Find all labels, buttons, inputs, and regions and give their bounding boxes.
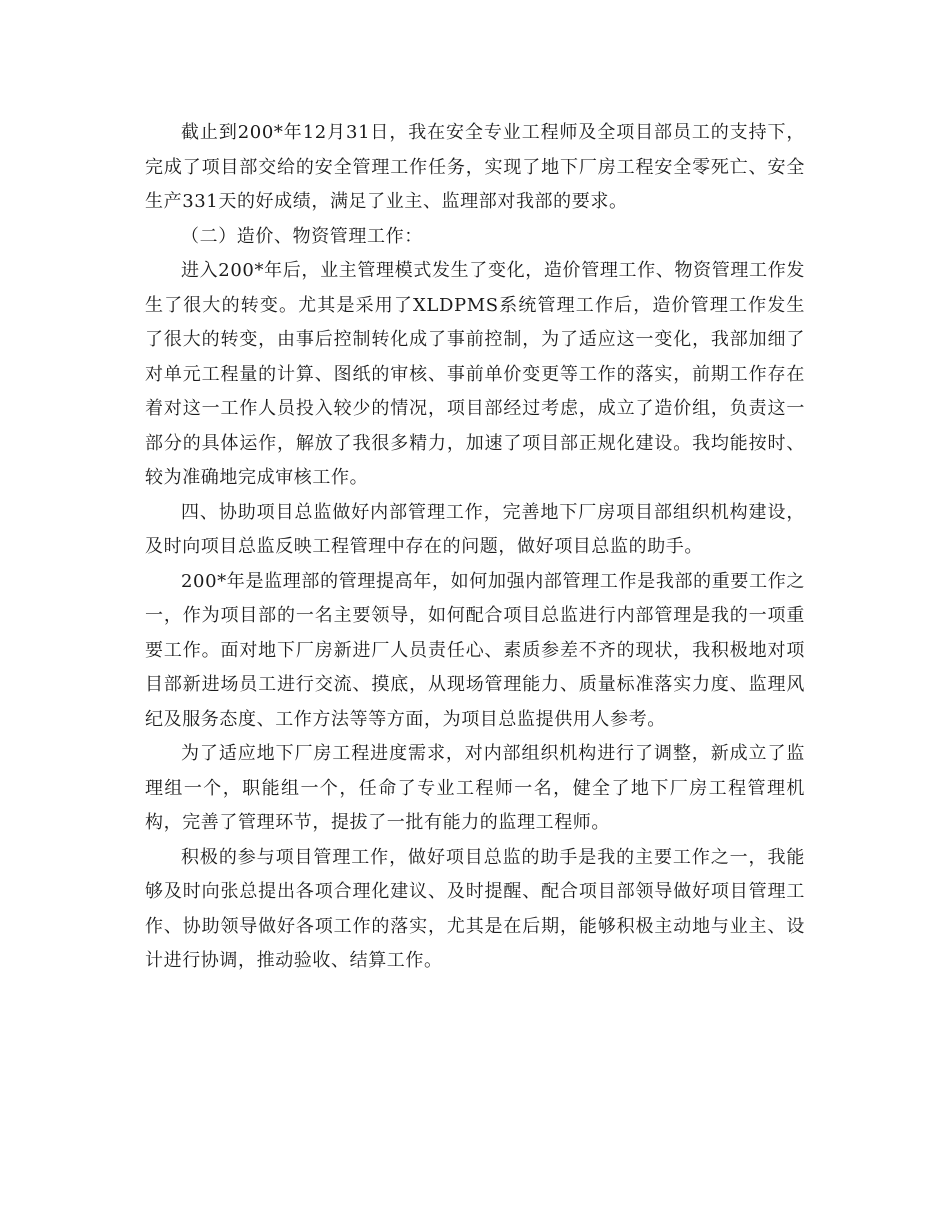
- section-heading-internal-management: 四、协助项目总监做好内部管理工作，完善地下厂房项目部组织机构建设，及时向项目总监反映工程管理中存在的问题，做好项目总监的助手。: [145, 501, 805, 557]
- section-heading-cost-materials: （二）造价、物资管理工作：: [181, 225, 423, 247]
- paragraph-internal-management: 200*年是监理部的管理提高年，如何加强内部管理工作是我部的重要工作之一，作为项目部的一名主要领导，如何配合项目总监进行内部管理是我的一项重要工作。面对地下厂房新进厂人员责任心、素质参差不齐的现状，我积极地对项目部新进场员工进行交流、摸底，从现场管理能力、质量标准落实力度、监理风纪及服务态度、工作方法等等方面，为项目总监提供用人参考。: [145, 570, 805, 730]
- paragraph-cost-management: 进入200*年后，业主管理模式发生了变化，造价管理工作、物资管理工作发生了很大的转变。尤其是采用了XLDPMS系统管理工作后，造价管理工作发生了很大的转变，由事后控制转化成了事前控制，为了适应这一变化，我部加细了对单元工程量的计算、图纸的审核、事前单价变更等工作的落实，前期工作存在着对这一工作人员投入较少的情况，项目部经过考虑，成立了造价组，负责这一部分的具体运作，解放了我很多精力，加速了项目部正规化建设。我均能按时、较为准确地完成审核工作。: [145, 260, 805, 488]
- paragraph-project-assistance: 积极的参与项目管理工作，做好项目总监的助手是我的主要工作之一，我能够及时向张总提出各项合理化建议、及时提醒、配合项目部领导做好项目管理工作、协助领导做好各项工作的落实，尤其是在后期，能够积极主动地与业主、设计进行协调，推动验收、结算工作。: [145, 846, 805, 971]
- paragraph-organization-adjustment: 为了适应地下厂房工程进度需求，对内部组织机构进行了调整，新成立了监理组一个，职能组一个，任命了专业工程师一名，健全了地下厂房工程管理机构，完善了管理环节，提拔了一批有能力的监理工程师。: [145, 743, 805, 833]
- paragraph-safety-summary: 截止到200*年12月31日，我在安全专业工程师及全项目部员工的支持下，完成了项目部交给的安全管理工作任务，实现了地下厂房工程安全零死亡、安全生产331天的好成绩，满足了业主、监理部对我部的要求。: [145, 122, 805, 212]
- document-body: [145, 116, 805, 979]
